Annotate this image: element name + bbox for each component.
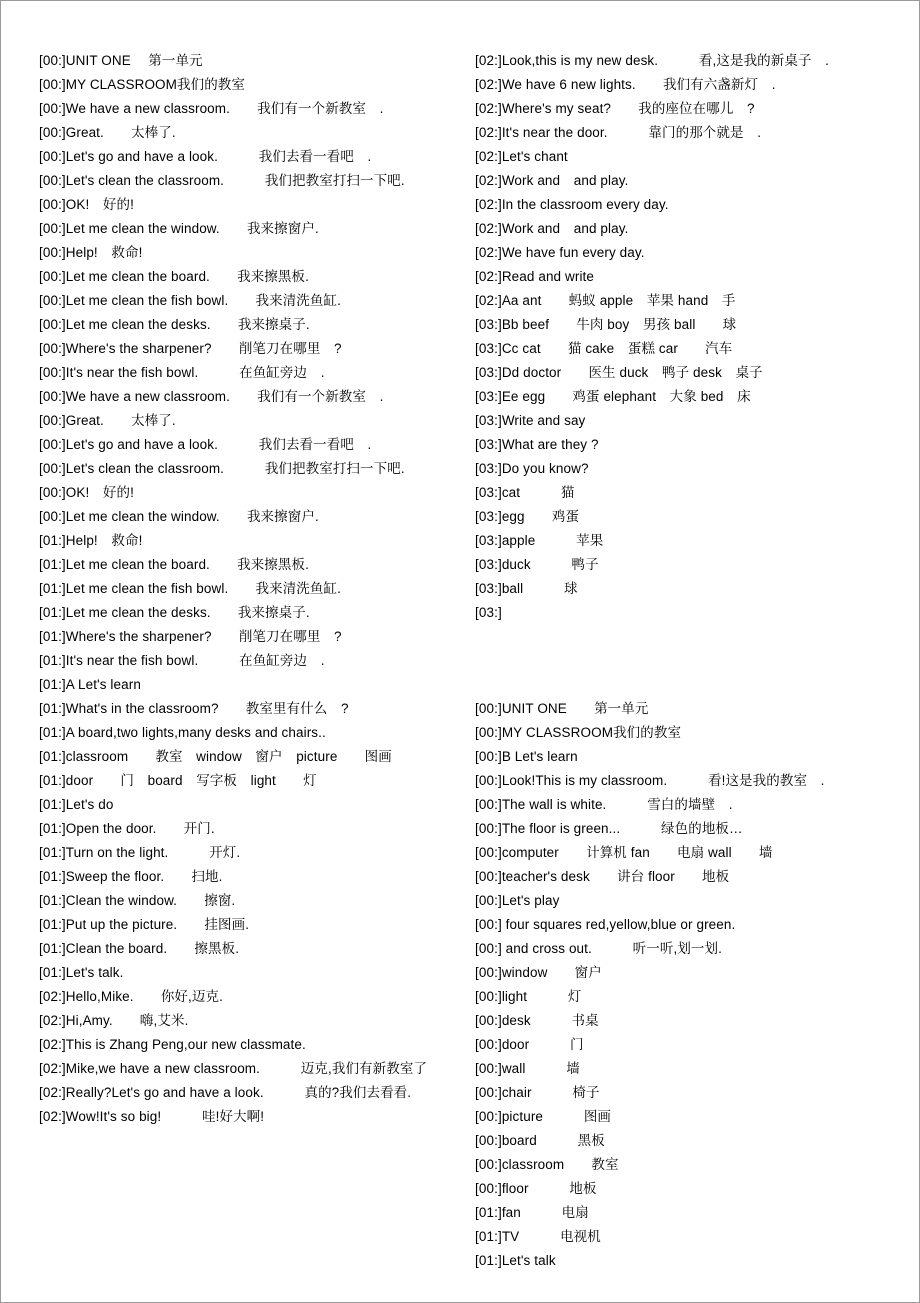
- lyric-line: [02:]Wow!It's so big! 哇!好大啊!: [39, 1109, 265, 1124]
- lyric-line: [03:]Dd doctor 医生 duck 鸭子 desk 桌子: [475, 365, 763, 380]
- lyric-line: [01:]Clean the board. 擦黑板.: [39, 941, 240, 956]
- lyric-line: [01:]door 门 board 写字板 light 灯: [39, 773, 317, 788]
- lyric-line: [00:]UNIT ONE 第一单元: [39, 53, 203, 68]
- lyric-line: [00:]Let me clean the board. 我来擦黑板.: [39, 269, 309, 284]
- lyric-line: [01:]Let me clean the board. 我来擦黑板.: [39, 557, 309, 572]
- lyric-line: [01:]fan 电扇: [475, 1205, 589, 1220]
- lyric-line: [02:]In the classroom every day.: [475, 197, 669, 212]
- lyric-line: [01:]Where's the sharpener? 削笔刀在哪里 ?: [39, 629, 342, 644]
- lyric-line: [02:]We have fun every day.: [475, 245, 645, 260]
- lyric-line: [03:]Cc cat 猫 cake 蛋糕 car 汽车: [475, 341, 733, 356]
- lyric-line: [00:]It's near the fish bowl. 在鱼缸旁边 .: [39, 365, 325, 380]
- lyric-line: [00:]classroom 教室: [475, 1157, 619, 1172]
- lyric-line: [01:]A board,two lights,many desks and chairs..: [39, 725, 326, 740]
- lyric-line: [00:]board 黑板: [475, 1133, 605, 1148]
- lyric-line: [01:]Let me clean the fish bowl. 我来清洗鱼缸.: [39, 581, 341, 596]
- lyric-line: [00:]Help! 救命!: [39, 245, 143, 260]
- lyric-line: [00:]B Let's learn: [475, 749, 578, 764]
- lyric-line: [03:]Do you know?: [475, 461, 589, 476]
- lyric-line: [03:]Ee egg 鸡蛋 elephant 大象 bed 床: [475, 389, 751, 404]
- lyric-line: [02:]Hello,Mike. 你好,迈克.: [39, 989, 223, 1004]
- lyric-line: [00:]Let's go and have a look. 我们去看一看吧 .: [39, 149, 372, 164]
- lyric-line: [00:]Look!This is my classroom. 看!这是我的教室 .: [475, 773, 825, 788]
- lyric-line: [00:] and cross out. 听一听,划一划.: [475, 941, 722, 956]
- lyric-line: [01:]Clean the window. 擦窗.: [39, 893, 236, 908]
- lyric-line: [00:]picture 图画: [475, 1109, 612, 1124]
- lyric-line: [00:]We have a new classroom. 我们有一个新教室 .: [39, 389, 384, 404]
- section-gap: [475, 625, 911, 697]
- lyric-line: [01:]Let me clean the desks. 我来擦桌子.: [39, 605, 310, 620]
- lyric-line: [00:]The floor is green... 绿色的地板…: [475, 821, 743, 836]
- lyric-line: [03:]ball 球: [475, 581, 578, 596]
- lyric-line: [02:]Where's my seat? 我的座位在哪儿 ?: [475, 101, 755, 116]
- lyric-line: [00:]OK! 好的!: [39, 485, 134, 500]
- lyric-line: [01:]Let's talk: [475, 1253, 556, 1268]
- lyric-line: [02:]Read and write: [475, 269, 595, 284]
- lyric-line: [00:]Let's play: [475, 893, 560, 908]
- lyric-line: [01:]Sweep the floor. 扫地.: [39, 869, 223, 884]
- lyric-line: [02:]Mike,we have a new classroom. 迈克,我们有新教室了: [39, 1061, 428, 1076]
- lyric-line: [00:]desk 书桌: [475, 1013, 599, 1028]
- lyric-line: [00:]We have a new classroom. 我们有一个新教室 .: [39, 101, 384, 116]
- lyric-line: [03:]duck 鸭子: [475, 557, 599, 572]
- lyric-line: [02:]Work and and play.: [475, 221, 629, 236]
- lyric-line: [03:]Write and say: [475, 413, 586, 428]
- lyric-line: [00:]MY CLASSROOM我们的教室: [475, 725, 682, 740]
- lyric-line: [02:]Work and and play.: [475, 173, 629, 188]
- lyric-line: [01:]Put up the picture. 挂图画.: [39, 917, 250, 932]
- lyric-line: [02:]We have 6 new lights. 我们有六盏新灯 .: [475, 77, 776, 92]
- lyric-line: [00:]Let me clean the window. 我来擦窗户.: [39, 221, 319, 236]
- lyric-line: [00:]Great. 太棒了.: [39, 125, 176, 140]
- left-column: [1, 49, 445, 1273]
- lyric-line: [02:]It's near the door. 靠门的那个就是 .: [475, 125, 762, 140]
- lyric-line: [03:]: [475, 605, 502, 620]
- lyric-line: [02:]Look,this is my new desk. 看,这是我的新桌子 .: [475, 53, 830, 68]
- lyric-line: [00:]Let's clean the classroom. 我们把教室打扫一下吧.: [39, 173, 405, 188]
- lyric-line: [02:]This is Zhang Peng,our new classmate.: [39, 1037, 306, 1052]
- lyric-line: [00:]door 门: [475, 1037, 584, 1052]
- right-column: [445, 49, 919, 1273]
- lyric-line: [03:]egg 鸡蛋: [475, 509, 580, 524]
- lyric-line: [00:]Let me clean the desks. 我来擦桌子.: [39, 317, 310, 332]
- lyric-line: [00:]UNIT ONE 第一单元: [475, 701, 649, 716]
- lyric-line: [00:]Where's the sharpener? 削笔刀在哪里 ?: [39, 341, 342, 356]
- lyric-line: [00:]teacher's desk 讲台 floor 地板: [475, 869, 730, 884]
- lyric-line: [00:] four squares red,yellow,blue or green.: [475, 917, 736, 932]
- lyric-line: [00:]Let's go and have a look. 我们去看一看吧 .: [39, 437, 372, 452]
- lyric-line: [00:]chair 椅子: [475, 1085, 600, 1100]
- lyric-line: [01:]classroom 教室 window 窗户 picture 图画: [39, 749, 392, 764]
- lyric-line: [02:]Aa ant 蚂蚁 apple 苹果 hand 手: [475, 293, 736, 308]
- lyric-line: [00:]light 灯: [475, 989, 582, 1004]
- lyric-line: [00:]Let me clean the fish bowl. 我来清洗鱼缸.: [39, 293, 341, 308]
- lyric-line: [00:]OK! 好的!: [39, 197, 134, 212]
- lyric-line: [02:]Hi,Amy. 嗨,艾米.: [39, 1013, 189, 1028]
- lyric-line: [03:]cat 猫: [475, 485, 575, 500]
- lyric-line: [03:]Bb beef 牛肉 boy 男孩 ball 球: [475, 317, 737, 332]
- lyric-line: [01:]Open the door. 开门.: [39, 821, 215, 836]
- lyric-line: [01:]TV 电视机: [475, 1229, 601, 1244]
- lyric-line: [00:]window 窗户: [475, 965, 602, 980]
- lyric-line: [02:]Let's chant: [475, 149, 568, 164]
- lyric-line: [00:]Let's clean the classroom. 我们把教室打扫一下吧.: [39, 461, 405, 476]
- lyric-line: [00:]Let me clean the window. 我来擦窗户.: [39, 509, 319, 524]
- lyric-line: [01:]Let's talk.: [39, 965, 124, 980]
- lyric-line: [01:]Turn on the light. 开灯.: [39, 845, 241, 860]
- lyric-line: [00:]MY CLASSROOM我们的教室: [39, 77, 245, 92]
- two-column-layout: [1, 49, 919, 1273]
- lyric-line: [01:]What's in the classroom? 教室里有什么 ?: [39, 701, 349, 716]
- lyric-line: [01:]Let's do: [39, 797, 114, 812]
- lyric-line: [01:]Help! 救命!: [39, 533, 143, 548]
- lyric-line: [01:]It's near the fish bowl. 在鱼缸旁边 .: [39, 653, 325, 668]
- lyric-line: [00:]wall 墙: [475, 1061, 580, 1076]
- lyric-line: [00:]computer 计算机 fan 电扇 wall 墙: [475, 845, 773, 860]
- lyric-line: [03:]apple 苹果: [475, 533, 604, 548]
- lyric-line: [00:]floor 地板: [475, 1181, 597, 1196]
- lyric-line: [00:]Great. 太棒了.: [39, 413, 176, 428]
- lyric-line: [01:]A Let's learn: [39, 677, 141, 692]
- lyric-line: [03:]What are they ?: [475, 437, 599, 452]
- lyric-line: [02:]Really?Let's go and have a look. 真的?我们去看看.: [39, 1085, 412, 1100]
- lyric-line: [00:]The wall is white. 雪白的墙壁 .: [475, 797, 733, 812]
